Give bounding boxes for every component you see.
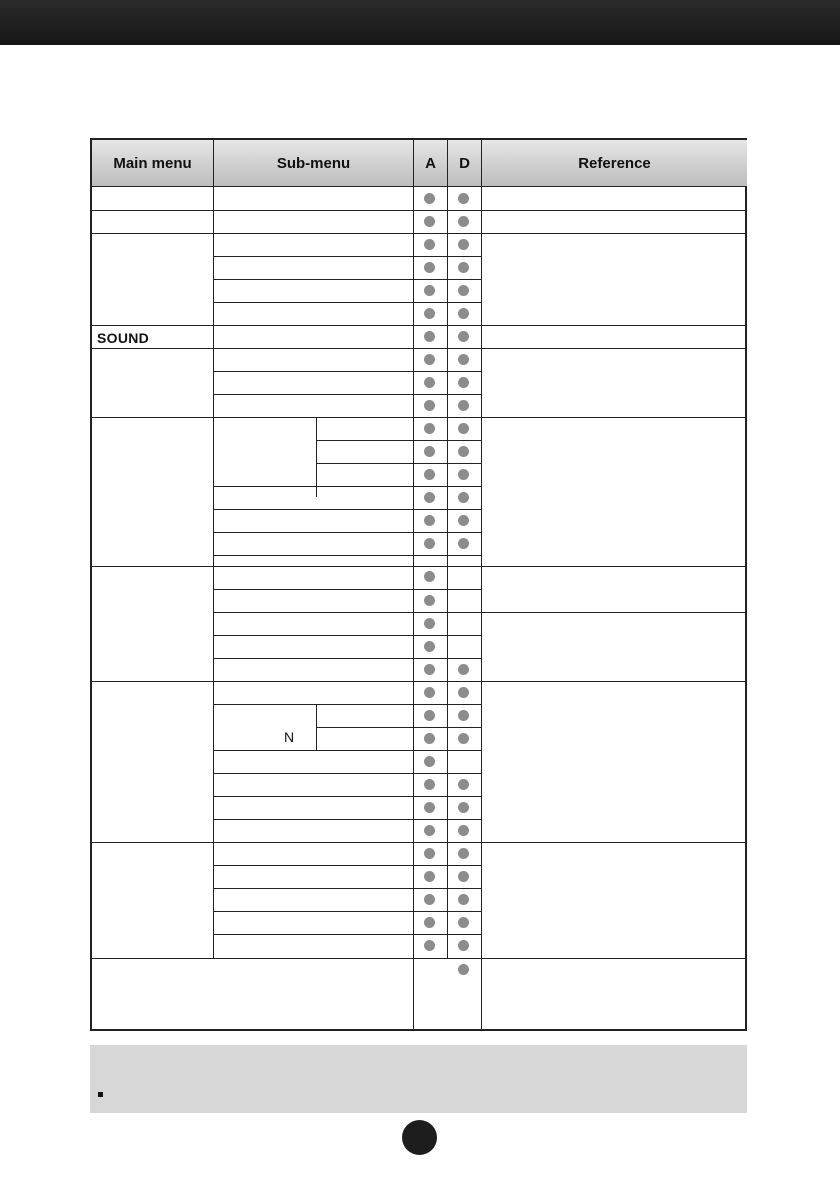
row-rule-6 <box>92 348 481 349</box>
d-dot-icon <box>458 779 469 790</box>
header-a <box>414 140 447 186</box>
reference-rule-0 <box>481 210 747 211</box>
a-dot-icon <box>424 423 435 434</box>
a-dot-icon <box>424 664 435 675</box>
row-rule-31 <box>213 911 481 912</box>
a-dot-icon <box>424 894 435 905</box>
a-dot-icon <box>424 400 435 411</box>
reference-rule-6 <box>481 612 747 613</box>
col-divider-sub <box>413 140 414 1029</box>
d-dot-icon <box>458 917 469 928</box>
row-rule-7 <box>213 371 481 372</box>
header-rule <box>92 186 747 187</box>
a-dot-icon <box>424 733 435 744</box>
row-rule-2 <box>213 256 481 257</box>
a-dot-icon <box>424 802 435 813</box>
a-dot-icon <box>424 641 435 652</box>
row-rule-11 <box>316 463 481 464</box>
row-rule-25 <box>213 773 481 774</box>
d-dot-icon <box>458 331 469 342</box>
row-rule-19 <box>213 635 481 636</box>
a-dot-icon <box>424 848 435 859</box>
reference-rule-7 <box>481 681 747 682</box>
header-reference <box>482 140 747 186</box>
header-main-menu <box>92 140 213 186</box>
sub-menu-n-label: N <box>284 729 295 745</box>
a-dot-icon <box>424 687 435 698</box>
top-banner <box>0 0 840 45</box>
row-rule-13 <box>213 509 481 510</box>
note-box <box>90 1045 747 1113</box>
page-number-badge <box>402 1120 437 1155</box>
a-dot-icon <box>424 917 435 928</box>
header-reference-label: Reference <box>578 154 651 172</box>
header-sub-menu <box>214 140 413 186</box>
d-dot-icon <box>458 354 469 365</box>
a-dot-icon <box>424 446 435 457</box>
row-rule-1 <box>92 233 481 234</box>
row-rule-14 <box>213 532 481 533</box>
row-rule-32 <box>213 934 481 935</box>
col-divider-main <box>213 140 214 958</box>
reference-rule-5 <box>481 566 747 567</box>
a-dot-icon <box>424 538 435 549</box>
d-dot-icon <box>458 964 469 975</box>
d-dot-icon <box>458 894 469 905</box>
note-bullet-icon <box>98 1092 103 1097</box>
d-dot-icon <box>458 216 469 227</box>
d-dot-icon <box>458 710 469 721</box>
a-dot-icon <box>424 779 435 790</box>
header-a-label: A <box>425 154 436 172</box>
reference-rule-2 <box>481 325 747 326</box>
d-dot-icon <box>458 285 469 296</box>
row-rule-22 <box>213 704 481 705</box>
d-dot-icon <box>458 193 469 204</box>
a-dot-icon <box>424 940 435 951</box>
row-rule-23 <box>316 727 481 728</box>
row-rule-18 <box>213 612 481 613</box>
row-rule-28 <box>92 842 481 843</box>
row-rule-10 <box>316 440 481 441</box>
d-dot-icon <box>458 664 469 675</box>
d-dot-icon <box>458 538 469 549</box>
d-dot-icon <box>458 469 469 480</box>
d-dot-icon <box>458 802 469 813</box>
a-dot-icon <box>424 469 435 480</box>
header-main-menu-label: Main menu <box>113 154 192 172</box>
a-dot-icon <box>424 239 435 250</box>
col-divider-d <box>481 140 482 1029</box>
row-rule-33 <box>92 958 481 959</box>
reference-rule-4 <box>481 417 747 418</box>
a-dot-icon <box>424 871 435 882</box>
a-dot-icon <box>424 571 435 582</box>
d-dot-icon <box>458 262 469 273</box>
row-rule-17 <box>213 589 481 590</box>
row-rule-26 <box>213 796 481 797</box>
d-dot-icon <box>458 871 469 882</box>
row-rule-9 <box>92 417 481 418</box>
a-dot-icon <box>424 825 435 836</box>
row-rule-27 <box>213 819 481 820</box>
row-rule-5 <box>92 325 481 326</box>
row-rule-16 <box>92 566 481 567</box>
row-rule-20 <box>213 658 481 659</box>
a-dot-icon <box>424 710 435 721</box>
row-rule-21 <box>92 681 481 682</box>
a-dot-icon <box>424 515 435 526</box>
d-dot-icon <box>458 687 469 698</box>
d-dot-icon <box>458 492 469 503</box>
a-dot-icon <box>424 595 435 606</box>
d-dot-icon <box>458 825 469 836</box>
d-dot-icon <box>458 400 469 411</box>
sub-split-divider-1 <box>316 417 317 497</box>
a-dot-icon <box>424 492 435 503</box>
row-rule-12 <box>213 486 481 487</box>
d-dot-icon <box>458 733 469 744</box>
col-divider-a <box>447 140 448 958</box>
header-d-label: D <box>459 154 470 172</box>
a-dot-icon <box>424 331 435 342</box>
a-dot-icon <box>424 193 435 204</box>
main-menu-sound: SOUND <box>97 330 150 346</box>
a-dot-icon <box>424 377 435 388</box>
d-dot-icon <box>458 423 469 434</box>
reference-rule-9 <box>481 958 747 959</box>
d-dot-icon <box>458 446 469 457</box>
row-rule-0 <box>92 210 481 211</box>
reference-rule-3 <box>481 348 747 349</box>
d-dot-icon <box>458 515 469 526</box>
menu-table <box>90 138 747 1031</box>
reference-rule-8 <box>481 842 747 843</box>
d-dot-icon <box>458 940 469 951</box>
row-rule-29 <box>213 865 481 866</box>
row-rule-4 <box>213 302 481 303</box>
a-dot-icon <box>424 756 435 767</box>
row-rule-3 <box>213 279 481 280</box>
row-rule-8 <box>213 394 481 395</box>
a-dot-icon <box>424 262 435 273</box>
reference-rule-1 <box>481 233 747 234</box>
a-dot-icon <box>424 308 435 319</box>
d-dot-icon <box>458 239 469 250</box>
d-dot-icon <box>458 308 469 319</box>
a-dot-icon <box>424 354 435 365</box>
a-dot-icon <box>424 216 435 227</box>
d-dot-icon <box>458 848 469 859</box>
row-rule-30 <box>213 888 481 889</box>
row-rule-24 <box>213 750 481 751</box>
header-sub-menu-label: Sub-menu <box>276 154 351 172</box>
row-rule-15 <box>213 555 481 556</box>
a-dot-icon <box>424 618 435 629</box>
a-dot-icon <box>424 285 435 296</box>
d-dot-icon <box>458 377 469 388</box>
header-d <box>448 140 481 186</box>
